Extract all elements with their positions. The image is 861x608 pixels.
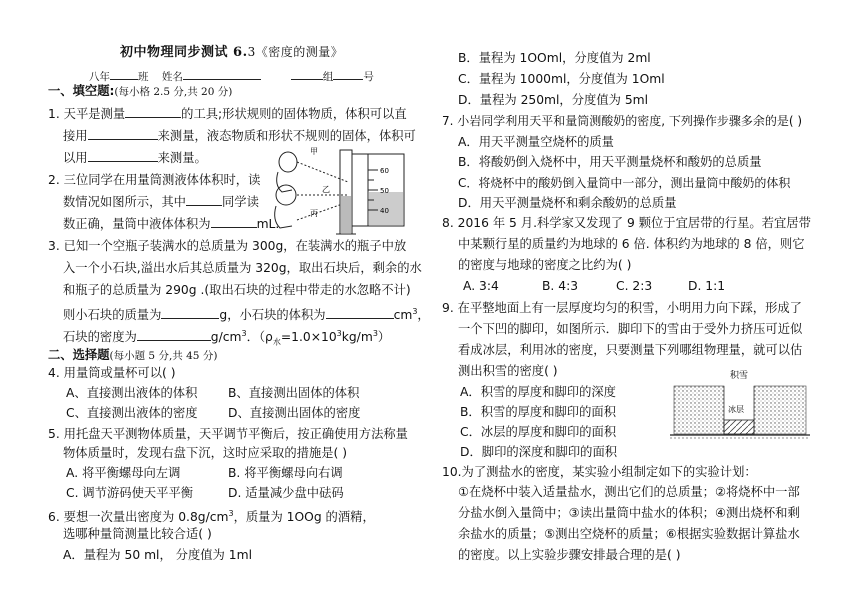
q3-text: =1.0×10 xyxy=(280,330,337,345)
label-bing: 丙 xyxy=(310,209,318,218)
q6-option-c xyxy=(458,70,665,88)
q5-text: 5. 用托盘天平测物体质量，天平调节平衡后，按正确使用方法称量 xyxy=(48,427,408,441)
q7-option-a xyxy=(458,133,614,151)
number-label: 号 xyxy=(363,71,374,83)
q4-option-d xyxy=(228,404,360,422)
q4-b: B、直接测出固体的体积 xyxy=(228,386,360,400)
q7-d: D．用天平测量烧杯和剩余酸奶的总质量 xyxy=(458,196,677,210)
head-yi-icon xyxy=(276,185,296,205)
q5-a: A. 将平衡螺母向左调 xyxy=(66,466,181,480)
q3-text: g/cm xyxy=(210,330,242,345)
q5-c: C. 调节游码使天平平衡 xyxy=(66,486,194,500)
q9-text: 看成冰层，利用冰的密度，只要测量下列哪组物理量，就可以估 xyxy=(458,343,803,357)
q3-sub: 水 xyxy=(272,337,281,347)
q1-blank3 xyxy=(88,149,158,162)
q4-stem xyxy=(48,364,176,382)
body-yi-icon xyxy=(275,206,292,228)
q6-option-a xyxy=(63,546,252,564)
q3-text: 入一个小石块,溢出水后其总质量为 320g，取出石块后，剩余的水 xyxy=(63,261,422,275)
q2-line1 xyxy=(48,171,260,189)
q6-line2 xyxy=(63,525,212,543)
q8-option-a xyxy=(463,277,499,295)
q5-b: B. 将平衡螺母向右调 xyxy=(228,466,343,480)
q4-text: 4. 用量筒或量杯可以( ) xyxy=(48,366,176,380)
tick-60: 60 xyxy=(380,167,389,175)
q9-text: 9. 在平整地面上有一层厚度均匀的积雪，小明用力向下踩，形成了 xyxy=(442,301,802,315)
snow-layer-left xyxy=(674,386,724,434)
q3-text: g，小石块的体积为 xyxy=(219,308,326,323)
q2-text: 数情况如图所示，其中 xyxy=(63,195,186,209)
section1-heading: 一、填空题: xyxy=(48,84,115,98)
q10-line4 xyxy=(458,525,800,543)
q5-d: D. 适量减少盘中砝码 xyxy=(228,486,344,500)
q8-line2 xyxy=(458,235,805,253)
q3-text: cm xyxy=(393,308,413,323)
title-main: 初中物理同步测试 6. xyxy=(120,45,248,60)
q6-c: C．量程为 1000ml，分度值为 1Oml xyxy=(458,72,665,86)
q2-text: mL. xyxy=(256,217,280,231)
q9-c: C．冰层的厚度和脚印的面积 xyxy=(460,425,617,439)
q9-text: 测出积雪的密度( ) xyxy=(458,364,558,378)
q3-sup: 3 xyxy=(412,307,418,316)
q5-text: 物体质量时，发现右盘下沉，这时应采取的措施是( ) xyxy=(63,446,348,460)
q7-b: B．将酸奶倒入烧杯中，用天平测量烧杯和酸奶的总质量 xyxy=(458,155,762,169)
page-title xyxy=(120,41,343,60)
q8-text: 中某颗行星的质量约为地球的 6 倍. 体积约为地球的 8 倍，则它 xyxy=(458,237,805,251)
q9-option-a xyxy=(460,383,616,401)
q1-line3 xyxy=(63,149,207,167)
q3-blank2 xyxy=(326,306,394,319)
section2-note: (每小题 5 分,共 45 分) xyxy=(109,350,218,362)
q4-c: C、直接测出液体的密度 xyxy=(66,406,198,420)
body-jia-icon xyxy=(277,172,292,192)
section1-note: (每小格 2.5 分,共 20 分) xyxy=(114,86,233,98)
q8-text: 8. 2016 年 5 月.科学家又发现了 9 颗位于宜居带的行星。若宜居带 xyxy=(442,216,811,230)
q9-line3 xyxy=(458,341,802,359)
q5-option-a xyxy=(66,464,180,482)
q8-c: C. 2:3 xyxy=(616,279,653,293)
q3-text: 则小石块的质量为 xyxy=(63,308,162,323)
q7-stem xyxy=(442,112,802,130)
q8-option-b xyxy=(542,277,578,295)
q9-line2 xyxy=(458,320,802,338)
q6-option-b xyxy=(458,49,651,67)
label-yi: 乙 xyxy=(322,185,330,194)
q1-text: 的工具;形状规则的固体物质，体积可以直 xyxy=(181,107,407,121)
q7-option-d xyxy=(458,194,677,212)
q6-sup: 3 xyxy=(228,509,234,518)
q3-line1 xyxy=(48,237,406,255)
q2-blank2 xyxy=(211,215,257,228)
q6-d: D．量程为 250ml，分度值为 5ml xyxy=(458,93,649,107)
q10-text: ①在烧杯中装入适量盐水，测出它们的总质量；②将烧杯中一部 xyxy=(458,485,800,499)
q1-blank1 xyxy=(125,105,181,118)
number-blank xyxy=(333,67,363,80)
q9-option-d xyxy=(460,443,617,461)
q3-line4 xyxy=(63,303,430,324)
tick-40: 40 xyxy=(380,207,389,215)
q8-option-d xyxy=(688,277,725,295)
q6-text: 选哪种量筒测量比较合适( ) xyxy=(63,527,212,541)
q1-blank2 xyxy=(88,127,158,140)
q10-line3 xyxy=(458,504,800,522)
name-label: 姓名 xyxy=(161,71,183,83)
q8-b: B. 4:3 xyxy=(542,279,579,293)
label-snow: 积雪 xyxy=(730,371,749,381)
q6-option-d xyxy=(458,91,648,109)
grade-label: 八年 xyxy=(89,71,110,83)
q10-text: 分盐水倒入量筒中；③读出量筒中盐水的体积；④测出烧杯和剩 xyxy=(458,506,800,520)
q10-line1 xyxy=(442,463,757,481)
q1-text: 来测量，液态物质和形状不规则的固体，体积可 xyxy=(157,129,416,143)
q3-sup: 3 xyxy=(336,329,342,338)
q10-line2 xyxy=(458,483,800,501)
q1-text: 1. 天平是测量 xyxy=(48,107,126,121)
q3-text: ， xyxy=(417,308,430,323)
q9-option-c xyxy=(460,423,616,441)
q8-line3 xyxy=(458,256,631,274)
q2-blank1 xyxy=(186,193,222,206)
name-blank xyxy=(183,67,261,80)
q6-b: B．量程为 1OOml，分度值为 2ml xyxy=(458,51,651,65)
q7-a: A．用天平测量空烧杯的质量 xyxy=(458,135,614,149)
q10-line5 xyxy=(458,546,681,564)
q2-line2 xyxy=(63,193,259,211)
q3-sup: 3 xyxy=(372,329,378,338)
cylinder-reading-figure xyxy=(270,140,410,240)
grade-blank xyxy=(110,67,138,80)
q9-b: B．积雪的厚度和脚印的面积 xyxy=(460,405,616,419)
q7-option-c xyxy=(458,174,790,192)
q3-sup: 3 xyxy=(241,329,247,338)
tick-50: 50 xyxy=(380,187,389,195)
q3-text: 石块的密度为 xyxy=(63,330,137,345)
q10-text: 的密度。以上实验步骤安排最合理的是( ) xyxy=(458,548,681,562)
q5-option-c xyxy=(66,484,193,502)
q6-line1 xyxy=(48,505,375,526)
q10-text: 余盐水的质量；⑤测出空烧杯的质量；⑥根据实验数据计算盐水 xyxy=(458,527,800,541)
q3-text: 3. 已知一个空瓶子装满水的总质量为 300g，在装满水的瓶子中放 xyxy=(48,239,407,253)
q7-c: C．将烧杯中的酸奶倒入量筒中一部分，测出量筒中酸奶的体积 xyxy=(458,176,791,190)
q4-d: D、直接测出固体的密度 xyxy=(228,406,361,420)
section-fill-heading xyxy=(48,82,232,101)
q1-text: 接用 xyxy=(63,129,88,143)
q8-text: 的密度与地球的密度之比约为( ) xyxy=(458,258,632,272)
q3-blank1 xyxy=(161,306,219,319)
q8-option-c xyxy=(616,277,652,295)
group-label: 组 xyxy=(322,71,334,83)
q4-option-b xyxy=(228,384,359,402)
q3-line2 xyxy=(63,259,422,277)
q4-option-a xyxy=(66,384,197,402)
q9-d: D．脚印的深度和脚印的面积 xyxy=(460,445,618,459)
head-jia-icon xyxy=(279,152,297,172)
q8-line1 xyxy=(442,214,811,232)
q3-text: ．（ρ xyxy=(246,330,273,345)
q9-line4 xyxy=(458,362,558,380)
q2-text: 同学读 xyxy=(221,195,259,209)
label-jia: 甲 xyxy=(310,147,318,156)
q9-a: A．积雪的厚度和脚印的深度 xyxy=(460,385,616,399)
snow-layer-right xyxy=(754,386,806,434)
q10-text: 10.为了测盐水的密度，某实验小组制定如下的实验计划： xyxy=(442,465,757,479)
q2-line3 xyxy=(63,215,279,233)
q7-option-b xyxy=(458,153,762,171)
q1-text: 来测量。 xyxy=(157,151,207,165)
q2-text: 2. 三位同学在用量筒测液体体积时，读 xyxy=(48,173,261,187)
class-label: 班 xyxy=(138,71,149,83)
q5-option-d xyxy=(228,484,344,502)
q3-text: ） xyxy=(377,330,391,345)
q1-line1 xyxy=(48,105,407,123)
q8-a: A. 3:4 xyxy=(463,279,499,293)
q3-text: 和瓶子的总质量为 290g .(取出石块的过程中带走的水忽略不计) xyxy=(63,283,411,297)
q9-text: 一个下凹的脚印，如图所示．脚印下的雪由于受外力挤压可近似 xyxy=(458,322,803,336)
q7-text: 7. 小岩同学利用天平和量筒测酸奶的密度, 下列操作步骤多余的是( ) xyxy=(442,114,803,128)
q5-line2 xyxy=(63,444,347,462)
ice-layer xyxy=(724,420,754,434)
q8-d: D. 1:1 xyxy=(688,279,726,293)
q2-text: 数正确，量筒中液体体积为 xyxy=(63,217,211,231)
snow-footprint-figure xyxy=(670,366,810,442)
label-ice: 冰层 xyxy=(728,405,744,414)
q6-a: A．量程为 50 ml， 分度值为 1ml xyxy=(63,548,252,562)
group-blank xyxy=(291,67,323,80)
section2-heading: 二、选择题 xyxy=(48,348,110,362)
q1-text: 以用 xyxy=(63,151,88,165)
q3-blank3 xyxy=(137,328,211,341)
q4-option-c xyxy=(66,404,198,422)
q5-option-b xyxy=(228,464,343,482)
q3-line3 xyxy=(63,281,411,299)
q4-a: A、直接测出液体的体积 xyxy=(66,386,198,400)
q9-option-b xyxy=(460,403,616,421)
title-sub: 3《密度的测量》 xyxy=(247,45,344,59)
section-choice-heading xyxy=(48,346,217,365)
q3-text: kg/m xyxy=(341,330,373,345)
q5-line1 xyxy=(48,425,408,443)
q9-line1 xyxy=(442,299,802,317)
q6-text: 6. 要想一次量出密度为 0.8g/cm xyxy=(48,510,229,525)
q6-text: ，质量为 1OOg 的酒精， xyxy=(233,510,375,525)
